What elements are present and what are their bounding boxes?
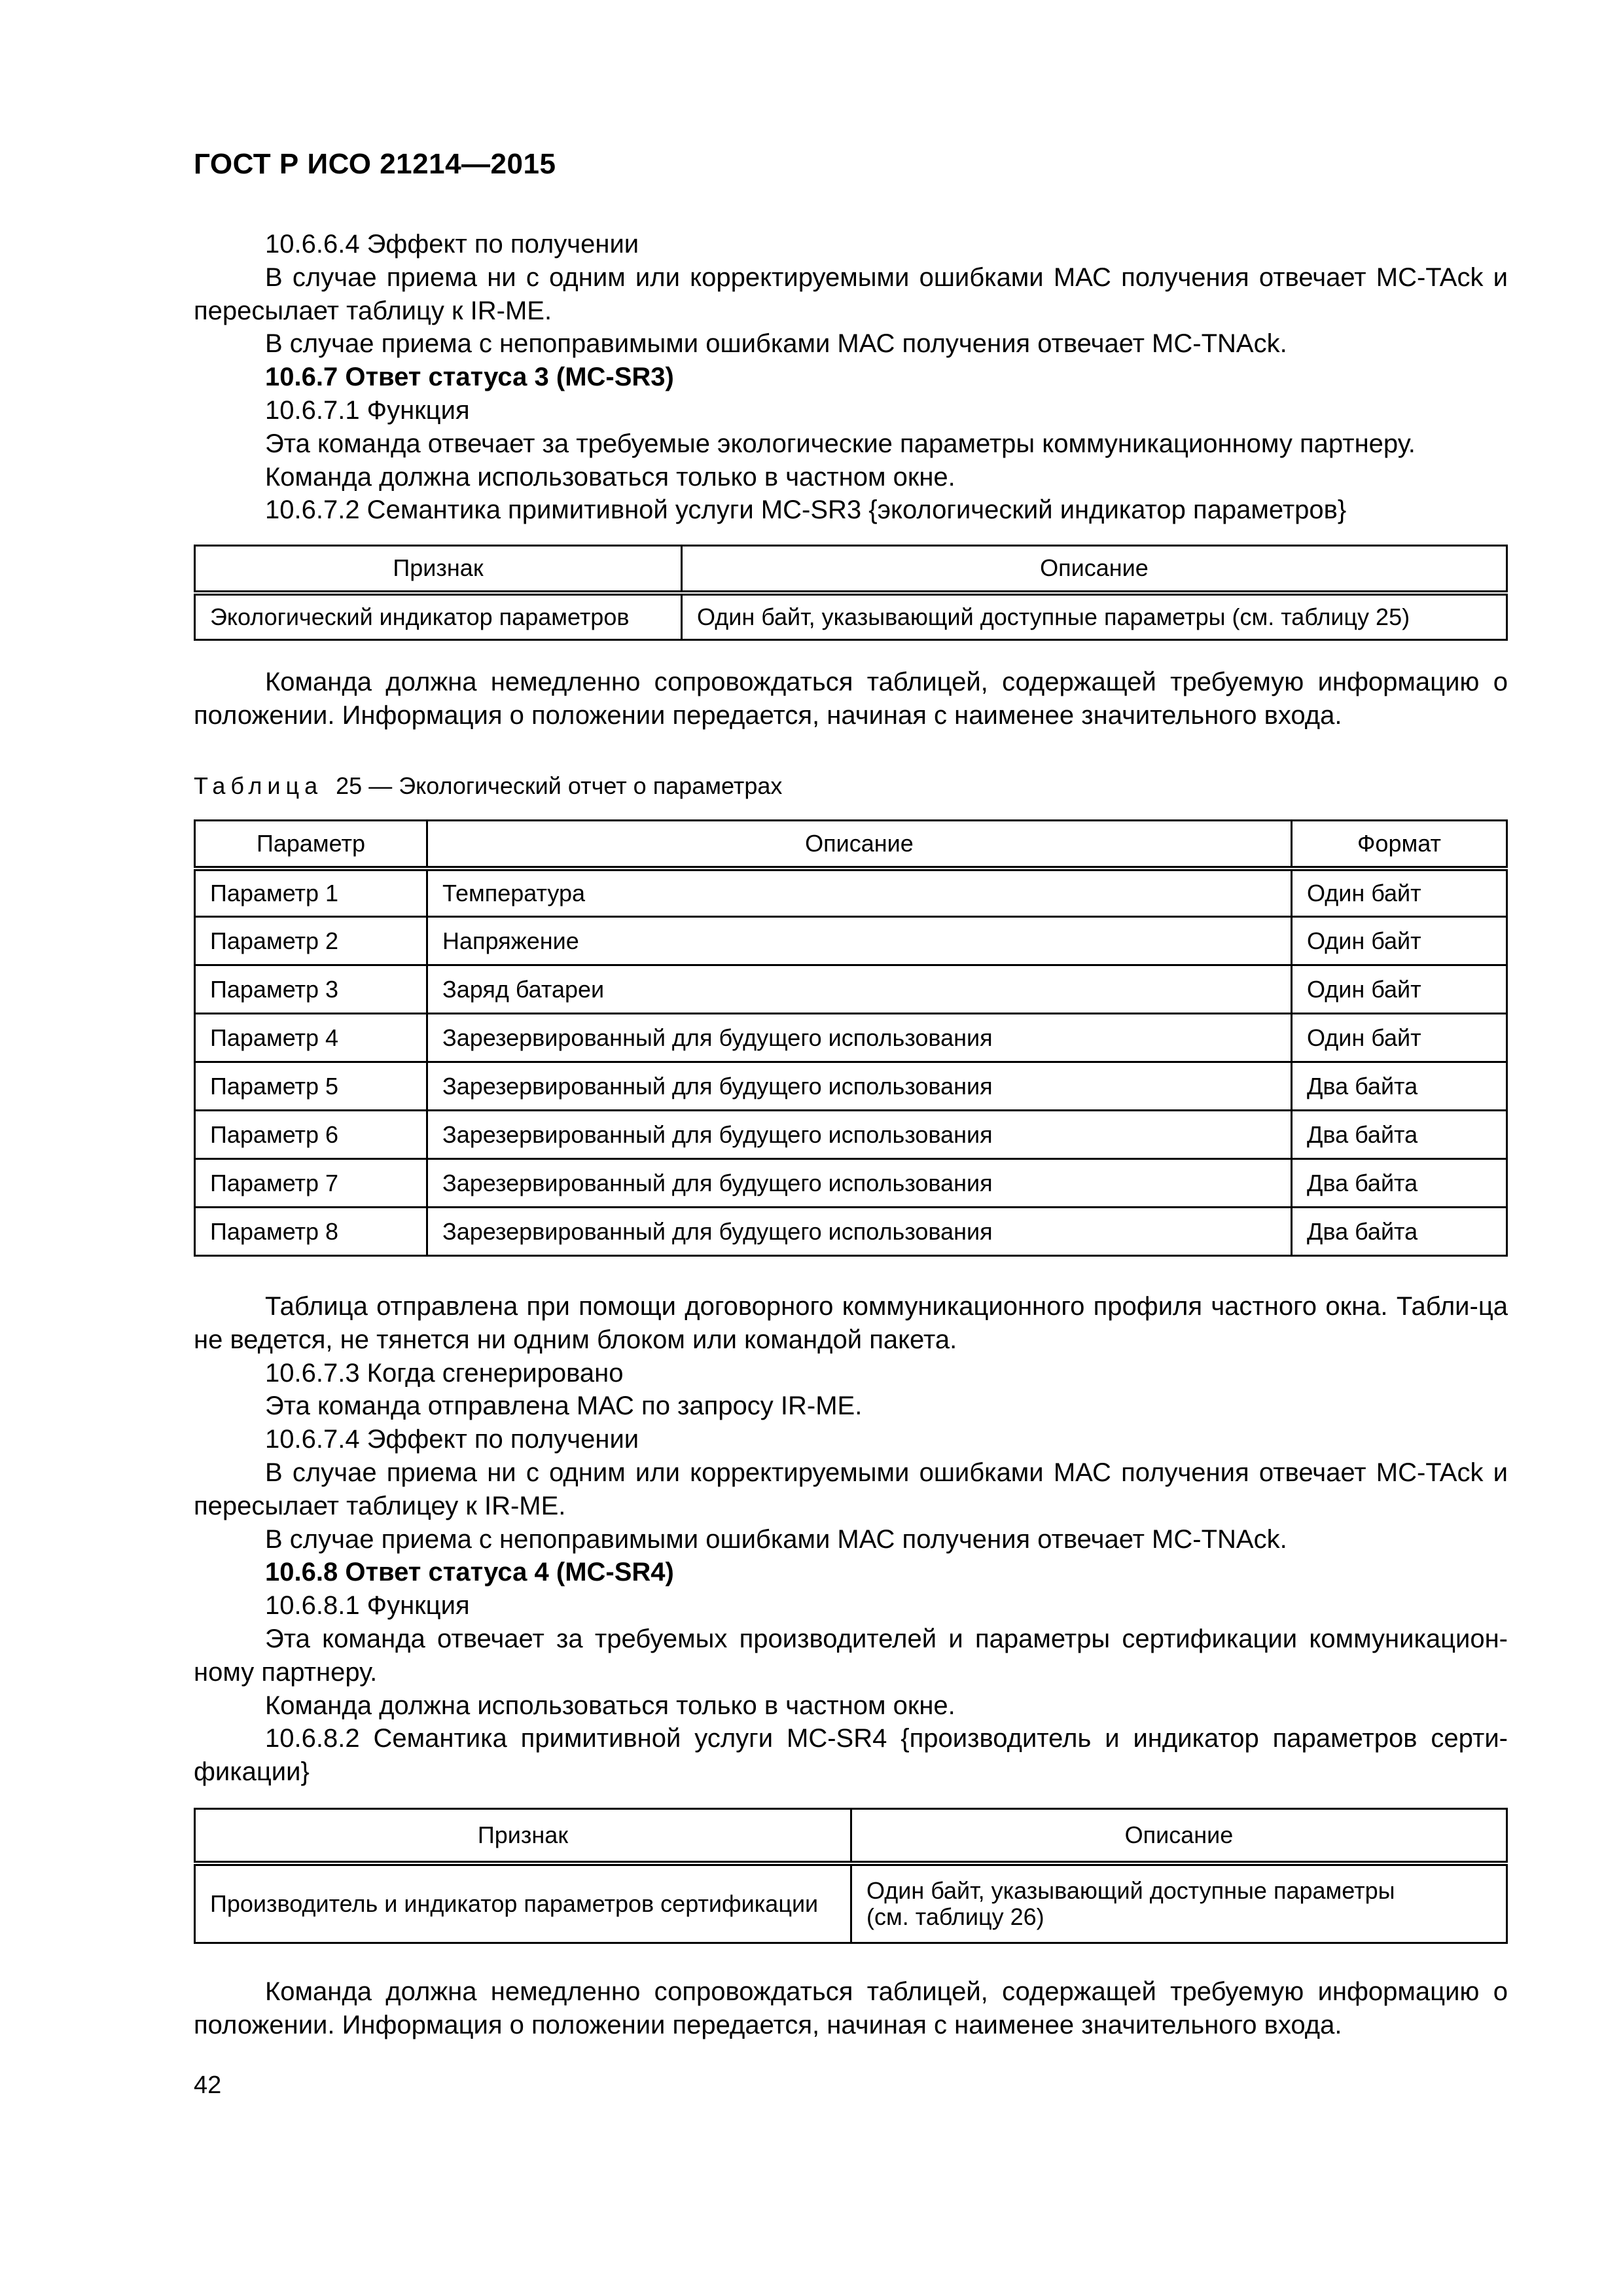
table-cell: Один байт [1292, 869, 1507, 917]
table-header-cell: Признак [195, 1809, 851, 1863]
table-cell: Один байт [1292, 1014, 1507, 1062]
document-header: ГОСТ Р ИСО 21214—2015 [194, 148, 556, 180]
table-cell: Два байта [1292, 1159, 1507, 1208]
section-heading: 10.6.7 Ответ статуса 3 (MC-SR3) [265, 363, 674, 392]
paragraph: В случае приема ни с одним или корректируемыми ошибками МАС получения отвечает MC-TAck и пересылает таблицеу к IR-ME. [194, 1458, 1508, 1520]
table-row [195, 917, 1507, 965]
table-cell: Параметр 5 [195, 1062, 427, 1111]
table-row [195, 1159, 1507, 1208]
table-cell: Зарезервированный для будущего использования [427, 1111, 1292, 1159]
table-cell: Два байта [1292, 1062, 1507, 1111]
table-row [195, 869, 1507, 917]
paragraph: Команда должна немедленно сопровождаться таблицей, содержащей требуемую информацию о положении. Информация о положении передается, начиная с наименее значительного входа. [194, 1977, 1508, 2039]
table-cell: Один байт [1292, 917, 1507, 965]
table-cell: Два байта [1292, 1208, 1507, 1256]
table-header-cell: Описание [682, 546, 1507, 593]
section-10-6-6-4-to-10-6-7-2 [194, 228, 1508, 527]
paragraph: В случае приема ни с одним или корректируемыми ошибками МАС получения отвечает MC-TAck и пересылает таблицу к IR-ME. [194, 262, 1508, 325]
table-mc-sr4 [194, 1808, 1508, 1944]
section-heading: 10.6.8 Ответ статуса 4 (MC-SR4) [265, 1558, 674, 1587]
paragraph: 10.6.7.1 Функция [265, 395, 470, 425]
paragraph: В случае приема с непоправимыми ошибками МАС получения отвечает MC-TNAck. [265, 329, 1287, 359]
paragraph: 10.6.7.4 Эффект по получении [265, 1425, 639, 1454]
table-mc-sr3 [194, 545, 1508, 641]
table-row [195, 593, 1507, 640]
table-cell: Два байта [1292, 1111, 1507, 1159]
paragraph: 10.6.6.4 Эффект по получении [265, 230, 639, 259]
table-cell: Зарезервированный для будущего использования [427, 1014, 1292, 1062]
paragraph: 10.6.8.2 Семантика примитивной услуги MC-SR4 {производитель и индикатор параметров серти-фикации} [194, 1724, 1508, 1787]
paragraph: В случае приема с непоправимыми ошибками МАС получения отвечает MC-TNAck. [265, 1524, 1287, 1554]
table-caption-title: 25 — Экологический отчет о параметрах [323, 772, 783, 799]
paragraph: Эта команда отвечает за требуемых производителей и параметры сертификации коммуникацион-ному партнеру. [194, 1624, 1508, 1687]
table-cell: Температура [427, 869, 1292, 917]
table-row [195, 1111, 1507, 1159]
table-cell: Зарезервированный для будущего использования [427, 1208, 1292, 1256]
paragraph: Команда должна немедленно сопровождаться таблицей, содержащей требуемую информацию о положении. Информация о положении передается, начиная с наименее значительного входа. [194, 668, 1508, 730]
section-b [194, 666, 1508, 732]
table-header-cell: Описание [851, 1809, 1507, 1863]
table-row [195, 965, 1507, 1014]
section-10-6-7-3-to-10-6-8-2 [194, 1290, 1508, 1789]
table-cell: Параметр 8 [195, 1208, 427, 1256]
table-cell: Один байт, указывающий доступные параметры (см. таблицу 26) [851, 1863, 1507, 1943]
table-cell: Зарезервированный для будущего использования [427, 1062, 1292, 1111]
paragraph: Команда должна использоваться только в частном окне. [265, 462, 955, 492]
table-cell: Параметр 2 [195, 917, 427, 965]
table-cell: Параметр 3 [195, 965, 427, 1014]
section-d [194, 1975, 1508, 2042]
paragraph: Эта команда отвечает за требуемые экологические параметры коммуникационному партнеру. [265, 429, 1416, 458]
table-caption-label: Таблица [194, 772, 323, 799]
table-cell: Экологический индикатор параметров [195, 593, 682, 640]
table-header-cell: Признак [195, 546, 682, 593]
table-cell: Параметр 6 [195, 1111, 427, 1159]
table-header-cell: Формат [1292, 821, 1507, 869]
table-row [195, 1208, 1507, 1256]
table-cell: Параметр 4 [195, 1014, 427, 1062]
table-header-cell: Параметр [195, 821, 427, 869]
paragraph: Команда должна использоваться только в частном окне. [265, 1691, 955, 1720]
table-cell: Производитель и индикатор параметров сертификации [195, 1863, 851, 1943]
page-number: 42 [194, 2072, 222, 2099]
table-cell: Параметр 7 [195, 1159, 427, 1208]
table-cell: Заряд батареи [427, 965, 1292, 1014]
table-cell: Один байт, указывающий доступные параметры (см. таблицу 25) [682, 593, 1507, 640]
paragraph: 10.6.7.2 Семантика примитивной услуги MC-SR3 {экологический индикатор параметров} [265, 495, 1347, 525]
table-cell: Один байт [1292, 965, 1507, 1014]
paragraph: Эта команда отправлена МАС по запросу IR-ME. [265, 1391, 863, 1421]
table-cell: Параметр 1 [195, 869, 427, 917]
paragraph: 10.6.7.3 Когда сгенерировано [265, 1358, 624, 1388]
table-row [195, 1062, 1507, 1111]
table-row [195, 1863, 1507, 1943]
paragraph: 10.6.8.1 Функция [265, 1591, 470, 1621]
table-25-environmental-report [194, 819, 1508, 1257]
paragraph: Таблица отправлена при помощи договорного коммуникационного профиля частного окна. Табли-ца не ведется, не тянется ни одним блоком или командой пакета. [194, 1292, 1508, 1354]
table-header-cell: Описание [427, 821, 1292, 869]
table-cell: Напряжение [427, 917, 1292, 965]
table-row [195, 1014, 1507, 1062]
table-cell: Зарезервированный для будущего использования [427, 1159, 1292, 1208]
table-caption [194, 773, 782, 799]
